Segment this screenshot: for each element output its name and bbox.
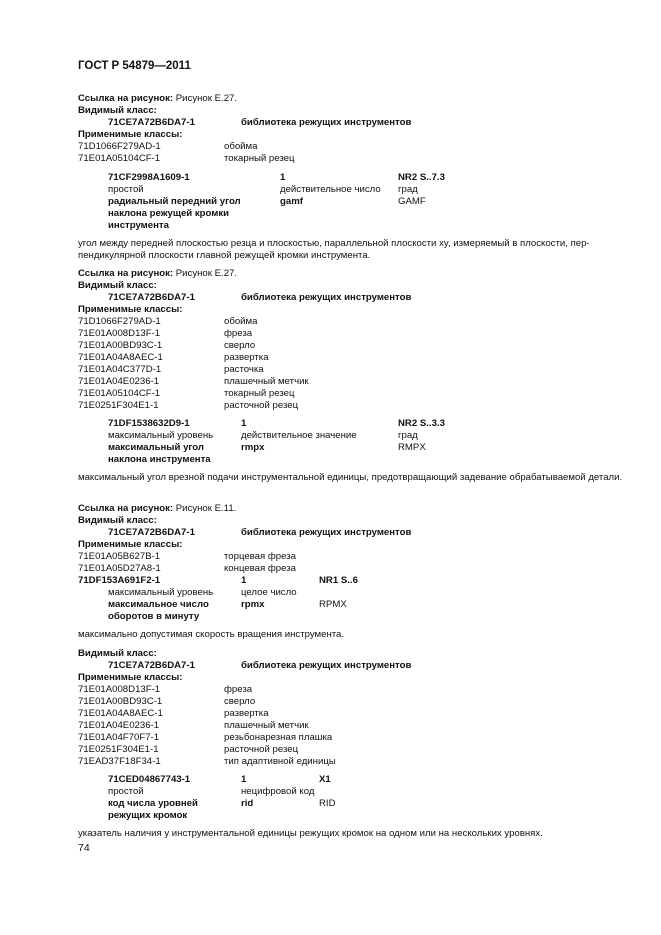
property-datatype: действительное число bbox=[280, 184, 381, 195]
class-name: библиотека режущих инструментов bbox=[241, 660, 412, 671]
applicable-class-name: торцевая фреза bbox=[224, 551, 296, 562]
property-name: наклона инструмента bbox=[108, 454, 211, 465]
applicable-class-id: 71E01A00BD93C-1 bbox=[78, 696, 163, 707]
applicable-class-name: плашечный метчик bbox=[224, 376, 309, 387]
property-kind: простой bbox=[108, 786, 144, 797]
property-name: максимальное число bbox=[108, 599, 209, 610]
class-id: 71CE7A72B6DA7-1 bbox=[108, 527, 195, 538]
figure-reference: Ссылка на рисунок: Рисунок Е.11. bbox=[78, 503, 237, 514]
applicable-class-id: 71E0251F304E1-1 bbox=[78, 744, 159, 755]
applicable-class-id: 71E01A008D13F-1 bbox=[78, 684, 161, 695]
property-unit: град bbox=[398, 184, 418, 195]
property-id: 71CF2998A1609-1 bbox=[108, 172, 190, 183]
property-code: NR2 S..7.3 bbox=[398, 172, 445, 183]
applicable-class-id: 71E01A04F70F7-1 bbox=[78, 732, 160, 743]
applicable-classes-label: Применимые классы: bbox=[78, 129, 183, 140]
property-name: режущих кромок bbox=[108, 810, 188, 821]
applicable-class-id: 71E01A05104CF-1 bbox=[78, 388, 161, 399]
property-description: указатель наличия у инструментальной единицы режущих кромок на одном или на нескольких уровнях. bbox=[78, 828, 543, 839]
class-name: библиотека режущих инструментов bbox=[241, 117, 412, 128]
property-kind: максимальный уровень bbox=[108, 430, 214, 441]
applicable-class-id: 71E01A05D27A8-1 bbox=[78, 563, 161, 574]
applicable-classes-label: Применимые классы: bbox=[78, 672, 183, 683]
visible-class-label: Видимый класс: bbox=[78, 280, 157, 291]
applicable-class-id: 71D1066F279AD-1 bbox=[78, 316, 161, 327]
property-datatype: целое число bbox=[241, 587, 297, 598]
applicable-class-id: 71EAD37F18F34-1 bbox=[78, 756, 161, 767]
class-id: 71CE7A72B6DA7-1 bbox=[108, 660, 195, 671]
property-name: наклона режущей кромки bbox=[108, 208, 230, 219]
applicable-class-name: расточной резец bbox=[224, 744, 299, 755]
applicable-class-name: обойма bbox=[224, 141, 258, 152]
property-version: 1 bbox=[241, 418, 247, 429]
applicable-class-name: фреза bbox=[224, 328, 253, 339]
class-id: 71CE7A72B6DA7-1 bbox=[108, 292, 195, 303]
property-version: 1 bbox=[280, 172, 286, 183]
property-version: 1 bbox=[241, 575, 247, 586]
applicable-class-name: обойма bbox=[224, 316, 258, 327]
property-kind: простой bbox=[108, 184, 144, 195]
property-symbol: rid bbox=[241, 798, 254, 809]
property-code: X1 bbox=[319, 774, 331, 785]
applicable-class-name: сверло bbox=[224, 696, 256, 707]
property-name: максимальный угол bbox=[108, 442, 204, 453]
applicable-class-name: расточка bbox=[224, 364, 264, 375]
property-description: максимально допустимая скорость вращения инструмента. bbox=[78, 629, 345, 640]
applicable-class-name: тип адаптивной единицы bbox=[224, 756, 336, 767]
class-name: библиотека режущих инструментов bbox=[241, 292, 412, 303]
property-datatype: действительное значение bbox=[241, 430, 357, 441]
applicable-class-name: развертка bbox=[224, 352, 269, 363]
applicable-class-name: сверло bbox=[224, 340, 256, 351]
class-id: 71CE7A72B6DA7-1 bbox=[108, 117, 195, 128]
property-symbol: rmpx bbox=[241, 442, 265, 453]
applicable-class-name: плашечный метчик bbox=[224, 720, 309, 731]
property-datatype: нецифровой код bbox=[241, 786, 315, 797]
applicable-class-id: 71E01A04A8AEC-1 bbox=[78, 352, 163, 363]
class-name: библиотека режущих инструментов bbox=[241, 527, 412, 538]
page-header: ГОСТ Р 54879—2011 bbox=[78, 60, 191, 72]
applicable-class-name: фреза bbox=[224, 684, 253, 695]
property-kind: максимальный уровень bbox=[108, 587, 214, 598]
page-number: 74 bbox=[78, 842, 90, 854]
visible-class-label: Видимый класс: bbox=[78, 648, 157, 659]
property-name: код числа уровней bbox=[108, 798, 198, 809]
property-version: 1 bbox=[241, 774, 247, 785]
property-name: радиальный передний угол bbox=[108, 196, 241, 207]
applicable-class-name: токарный резец bbox=[224, 153, 295, 164]
property-id: 71CED04867743-1 bbox=[108, 774, 191, 785]
property-description: максимальный угол врезной подачи инструментальной единицы, предотвращающий задевание обрабатываемой детали. bbox=[78, 472, 623, 483]
property-unit: град bbox=[398, 430, 418, 441]
applicable-class-id: 71E01A00BD93C-1 bbox=[78, 340, 163, 351]
applicable-class-id: 71E01A04E0236-1 bbox=[78, 376, 160, 387]
applicable-classes-label: Применимые классы: bbox=[78, 304, 183, 315]
applicable-class-name: токарный резец bbox=[224, 388, 295, 399]
applicable-class-id: 71E01A05B627B-1 bbox=[78, 551, 161, 562]
property-symbol: rpmx bbox=[241, 599, 265, 610]
applicable-class-id: 71E0251F304E1-1 bbox=[78, 400, 159, 411]
visible-class-label: Видимый класс: bbox=[78, 105, 157, 116]
property-description: угол между передней плоскостью резца и плоскостью, параллельной плоскости xy, измеряемый в плоскости, пер-пендикулярной плоскости главной режущей кромки инструмента. bbox=[78, 238, 590, 262]
property-symbol-alt: RMPX bbox=[398, 442, 426, 453]
property-name: оборотов в минуту bbox=[108, 611, 200, 622]
property-symbol-alt: RID bbox=[319, 798, 336, 809]
applicable-classes-label: Применимые классы: bbox=[78, 539, 183, 550]
property-code: NR1 S..6 bbox=[319, 575, 358, 586]
property-id: 71DF153A691F2-1 bbox=[78, 575, 161, 586]
applicable-class-id: 71E01A04A8AEC-1 bbox=[78, 708, 163, 719]
applicable-class-name: развертка bbox=[224, 708, 269, 719]
applicable-class-id: 71E01A008D13F-1 bbox=[78, 328, 161, 339]
visible-class-label: Видимый класс: bbox=[78, 515, 157, 526]
figure-reference: Ссылка на рисунок: Рисунок Е.27. bbox=[78, 268, 238, 279]
property-symbol-alt: RPMX bbox=[319, 599, 347, 610]
applicable-class-id: 71D1066F279AD-1 bbox=[78, 141, 161, 152]
applicable-class-id: 71E01A04C377D-1 bbox=[78, 364, 162, 375]
property-id: 71DF1538632D9-1 bbox=[108, 418, 190, 429]
property-name: инструмента bbox=[108, 220, 169, 231]
property-symbol: gamf bbox=[280, 196, 303, 207]
property-code: NR2 S..3.3 bbox=[398, 418, 445, 429]
applicable-class-name: расточной резец bbox=[224, 400, 299, 411]
figure-reference: Ссылка на рисунок: Рисунок Е.27. bbox=[78, 93, 238, 104]
property-symbol-alt: GAMF bbox=[398, 196, 426, 207]
applicable-class-name: концевая фреза bbox=[224, 563, 296, 574]
applicable-class-name: резьбонарезная плашка bbox=[224, 732, 333, 743]
applicable-class-id: 71E01A05104CF-1 bbox=[78, 153, 161, 164]
applicable-class-id: 71E01A04E0236-1 bbox=[78, 720, 160, 731]
